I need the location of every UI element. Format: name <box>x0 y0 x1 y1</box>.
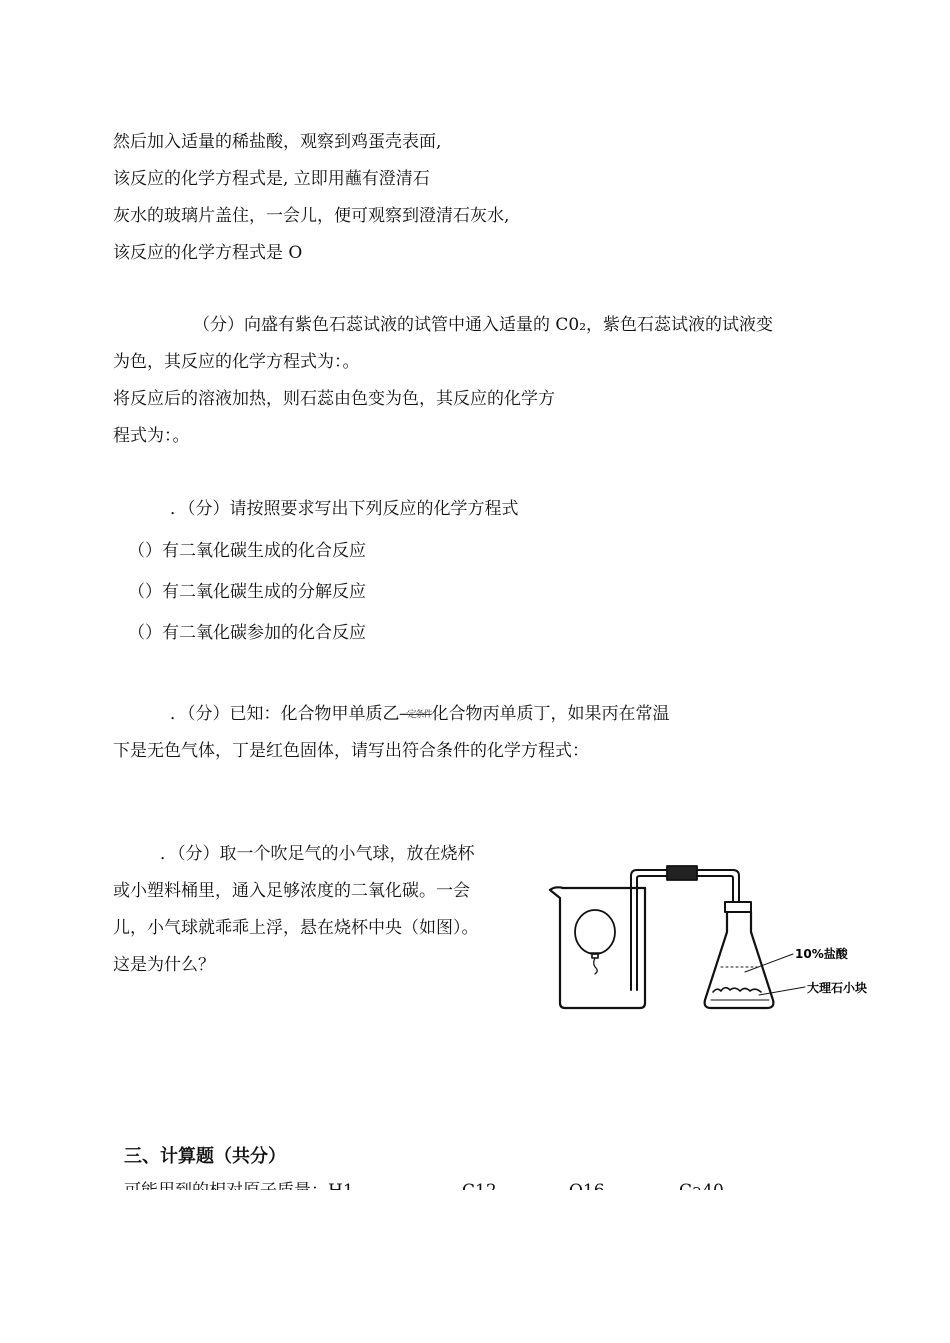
egg-line-1: 然后加入适量的稀盐酸，观察到鸡蛋壳表面, <box>113 132 442 152</box>
litmus-line-2: 为色，其反应的化学方程式为：。 <box>113 352 360 372</box>
balloon-line-1: ．（分）取一个吹足气的小气球，放在烧杯 <box>160 844 475 864</box>
equations-item-2: （）有二氧化碳生成的分解反应 <box>128 582 366 602</box>
delivery-tube <box>631 870 739 990</box>
compound-text-a: ．（分）已知：化合物甲单质乙 <box>170 704 400 724</box>
compound-line-2: 下是无色气体，丁是红色固体，请写出符合条件的化学方程式： <box>113 741 589 761</box>
page-cutoff <box>0 1190 950 1343</box>
section-3-title: 三、计算题（共分） <box>124 1146 286 1167</box>
litmus-line-3: 将反应后的溶液加热，则石蕊由色变为色，其反应的化学方 <box>113 389 555 409</box>
equations-item-3: （）有二氧化碳参加的化合反应 <box>128 623 366 643</box>
litmus-line-1: （分）向盛有紫色石蕊试液的试管中通入适量的 C0₂，紫色石蕊试液的试液变 <box>193 315 774 335</box>
co2-apparatus-figure <box>545 850 890 1015</box>
balloon-line-4: 这是为什么？ <box>113 955 215 975</box>
egg-line-4: 该反应的化学方程式是 O <box>113 243 303 263</box>
litmus-line-4: 程式为：。 <box>113 426 190 446</box>
egg-line-3: 灰水的玻璃片盖住，一会儿，便可观察到澄清石灰水, <box>113 206 510 226</box>
balloon-line-2: 或小塑料桶里，通入足够浓度的二氧化碳。一会 <box>113 881 470 901</box>
stopper-icon <box>725 902 751 912</box>
egg-line-2: 该反应的化学方程式是, 立即用蘸有澄清石 <box>113 169 430 189</box>
compound-line-1 <box>170 703 670 726</box>
balloon-icon <box>575 910 615 954</box>
equations-item-1: （）有二氧化碳生成的化合反应 <box>128 541 366 561</box>
equations-title: ．（分）请按照要求写出下列反应的化学方程式 <box>170 499 519 519</box>
marble-label: 大理石小块 <box>807 981 868 995</box>
reaction-condition: 一定条件 <box>399 710 432 720</box>
flask-icon <box>705 912 774 1008</box>
acid-label: 10%盐酸 <box>795 947 848 961</box>
compound-text-b: 化合物丙单质丁，如果丙在常温 <box>431 704 670 724</box>
balloon-line-3: 儿，小气球就乖乖上浮，悬在烧杯中央（如图）。 <box>113 918 479 938</box>
